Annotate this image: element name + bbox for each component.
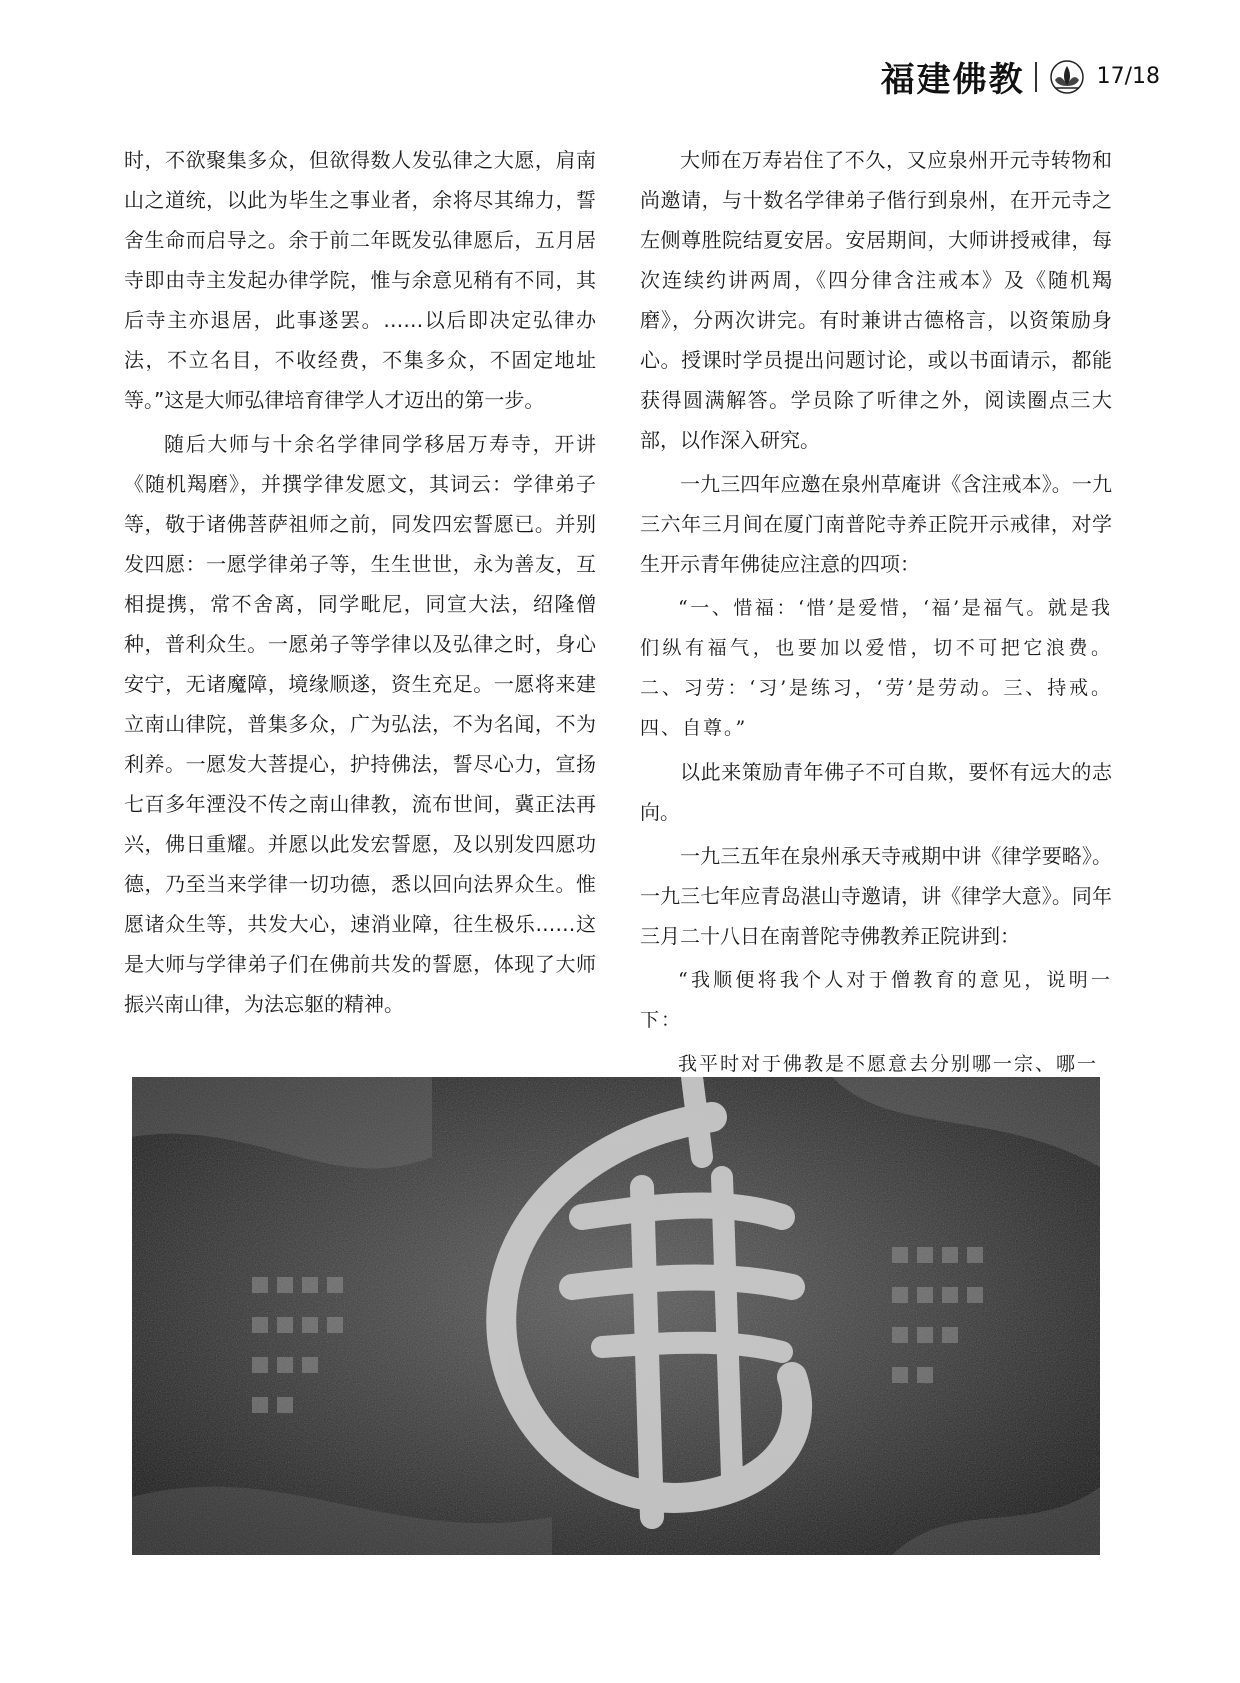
paragraph: 大师在万寿岩住了不久，又应泉州开元寺转物和尚邀请，与十数名学律弟子偕行到泉州，在开元寺之左侧尊胜院结夏安居。安居期间，大师讲授戒律，每次连续约讲两周，《四分律含注戒本》及《随机羯磨》，分两次讲完。有时兼讲古德格言，以资策励身心。授课时学员提出问题讨论，或以书面请示，都能获得圆满解答。学员除了听律之外，阅读圈点三大部，以作深入研究。 (640, 148, 1112, 452)
quote-paragraph: 我平时对于佛教是不愿意去分别哪一宗、哪一 (678, 1053, 1099, 1075)
paragraph: 一九三五年在泉州承天寺戒期中讲《律学要略》。一九三七年应青岛湛山寺邀请，讲《律学大意》。同年三月二十八日在南普陀寺佛教养正院讲到： (640, 844, 1112, 948)
left-column (124, 140, 596, 1028)
quote-paragraph: “一、惜福：‘惜’是爱惜，‘福’是福气。就是我们纵有福气，也要加以爱惜，切不可把它浪费。二、习劳：‘习’是练习，‘劳’是劳动。三、持戒。四、自尊。” (640, 597, 1112, 739)
paragraph: 时，不欲聚集多众，但欲得数人发弘律之大愿，肩南山之道统，以此为毕生之事业者，余将尽其绵力，誓舍生命而启导之。余于前二年既发弘律愿后，五月居寺即由寺主发起办律学院，惟与余意见稍有不同，其后寺主亦退居，此事遂罢。……以后即决定弘律办法，不立名目，不收经费，不集多众，不固定地址等。”这是大师弘律培育律学人才迈出的第一步。 (124, 148, 596, 412)
magazine-title: 福建佛教 (880, 60, 1025, 100)
paragraph: 一九三四年应邀在泉州草庵讲《含注戒本》。一九三六年三月间在厦门南普陀寺养正院开示戒律，对学生开示青年佛徒应注意的四项： (640, 472, 1112, 576)
quote-paragraph: “我顺便将我个人对于僧教育的意见，说明一下： (640, 969, 1112, 1031)
right-column (640, 140, 1112, 1088)
paragraph: 随后大师与十余名学律同学移居万寿寺，开讲《随机羯磨》，并撰学律发愿文，其词云：学律弟子等，敬于诸佛菩萨祖师之前，同发四宏誓愿已。并别发四愿：一愿学律弟子等，生生世世，永为善友，互相提携，常不舍离，同学毗尼，同宣大法，绍隆僧种，普利众生。一愿弟子等学律以及弘律之时，身心安宁，无诸魔障，境缘顺遂，资生充足。一愿将来建立南山律院，普集多众，广为弘法，不为名闻，不为利养。一愿发大菩提心，护持佛法，誓尽心力，宣扬七百多年湮没不传之南山律教，流布世间，冀正法再兴，佛日重耀。并愿以此发宏誓愿，及以别发四愿功德，乃至当来学律一切功德，悉以回向法界众生。惟愿诸众生等，共发大心，速消业障，往生极乐……这是大师与学律弟子们在佛前共发的誓愿，体现了大师振兴南山律，为法忘躯的精神。 (124, 432, 596, 1016)
page-number: 17/18 (1096, 64, 1160, 89)
lotus-icon (1047, 60, 1087, 94)
paragraph: 以此来策励青年佛子不可自欺，要怀有远大的志向。 (640, 760, 1112, 824)
page-header (881, 52, 1160, 101)
header-divider (1035, 62, 1037, 92)
stone-inscription-photo (132, 1077, 1100, 1555)
